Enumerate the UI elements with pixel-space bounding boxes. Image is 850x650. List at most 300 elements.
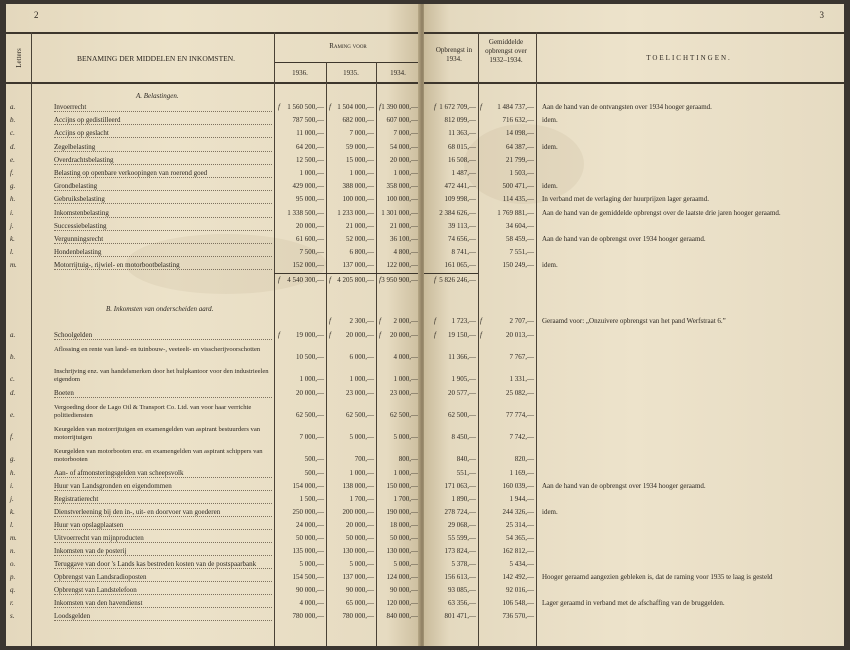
a-right-row-5 <box>424 168 844 180</box>
row-letter: j. <box>10 221 14 230</box>
leader-dots <box>54 203 272 204</box>
a-right-row-3 <box>424 142 844 154</box>
currency-mark: f <box>480 331 482 339</box>
currency-mark: f <box>434 275 436 284</box>
currency-mark: f <box>379 103 381 111</box>
currency-mark: f <box>434 317 436 325</box>
yield-1934: 62 500,— <box>448 411 476 419</box>
value-1935: 1 233 000,— <box>337 208 374 217</box>
currency-mark: f <box>480 103 482 111</box>
row-note: idem. <box>542 142 558 151</box>
average-yield: 1 503,— <box>509 169 534 177</box>
value-1934: 5 000,— <box>393 433 418 441</box>
average-yield: 736 570,— <box>502 612 534 620</box>
average-yield: 34 604,— <box>506 221 534 230</box>
value-1936: 780 000,— <box>292 612 324 620</box>
value-1934: 50 000,— <box>390 534 418 542</box>
row-description: Inkomstenbelasting <box>54 208 109 217</box>
total-1935: 4 205 800,— <box>337 275 374 284</box>
a-right-row-7 <box>424 194 844 206</box>
value-1936: 62 500,— <box>296 411 324 419</box>
average-yield: 500 471,— <box>502 182 534 191</box>
yield-1934: 16 508,— <box>448 155 476 164</box>
value-1936: 1 338 500,— <box>287 208 324 217</box>
currency-mark: f <box>379 331 381 339</box>
row-letter: f. <box>10 433 14 441</box>
row-note: Aan de hand van de opbrengst over 1934 hooger geraamd. <box>542 482 706 490</box>
value-1936: 1 000,— <box>299 169 324 177</box>
value-1935: 1 000,— <box>349 375 374 383</box>
yield-1934: 156 613,— <box>444 573 476 581</box>
value-1934: 4 800,— <box>393 248 418 257</box>
value-1936: 4 000,— <box>299 599 324 607</box>
value-1935: 59 000,— <box>346 142 374 151</box>
b-right-row-16 <box>424 572 844 584</box>
b-right-row-10 <box>424 494 844 506</box>
value-1935: 65 000,— <box>346 599 374 607</box>
totals-a-right-row <box>424 275 844 287</box>
b-right-row-9 <box>424 481 844 493</box>
row-description: Schoolgelden <box>54 331 93 339</box>
value-1934: 20 000,— <box>390 331 418 339</box>
total-1934: 3 950 900,— <box>381 275 418 284</box>
value-1934: 840 000,— <box>386 612 418 620</box>
value-1935: 1 700,— <box>349 495 374 503</box>
value-1935: 1 504 000,— <box>337 103 374 111</box>
leader-dots <box>54 620 272 621</box>
average-yield: 25 314,— <box>506 521 534 529</box>
row-letter: g. <box>10 182 16 191</box>
section-a-title: A. Belastingen. <box>136 92 179 100</box>
leader-dots <box>54 243 272 244</box>
row-letter: m. <box>10 261 17 270</box>
b-row-15 <box>6 559 420 571</box>
section-b-title: B. Inkomsten van onderscheiden aard. <box>106 305 214 313</box>
row-note: Geraamd voor: „Onzuivere opbrengst van het pand Werfstraat 6.” <box>542 317 726 325</box>
b-right-row-4 <box>424 388 844 400</box>
yield-1934: 812 099,— <box>444 116 476 125</box>
value-1934: 23 000,— <box>390 389 418 397</box>
value-1936: 90 000,— <box>296 586 324 594</box>
total-yield: 5 826 246,— <box>439 275 476 284</box>
value-1934: 130 000,— <box>386 547 418 555</box>
value-1935: 52 000,— <box>346 235 374 243</box>
row-letter: c. <box>10 375 15 383</box>
value-1934: 1 390 000,— <box>381 103 418 111</box>
b-right-row-19 <box>424 611 844 623</box>
average-yield: 1 169,— <box>509 469 534 477</box>
leader-dots <box>54 503 272 504</box>
yield-1934: 29 068,— <box>448 521 476 529</box>
value-1934: 4 000,— <box>393 353 418 361</box>
value-1935: 50 000,— <box>346 534 374 542</box>
row-description: Accijns op geslacht <box>54 129 109 138</box>
value-1934: 2 000,— <box>393 317 418 325</box>
row-description: Dienstverleening bij den in-, uit- en doorvoer van goederen <box>54 508 221 516</box>
leader-dots <box>54 111 272 112</box>
value-1936: 5 000,— <box>299 560 324 568</box>
yield-1934: 472 441,— <box>444 182 476 191</box>
value-1936: 20 000,— <box>296 221 324 230</box>
currency-mark: f <box>434 331 436 339</box>
header-top-rule <box>6 32 420 34</box>
b-right-row-5 <box>424 410 844 422</box>
average-yield: 162 812,— <box>502 547 534 555</box>
row-letter: i. <box>10 482 14 490</box>
value-1936: 1 560 500,— <box>287 103 324 111</box>
average-yield: 142 492,— <box>502 573 534 581</box>
leader-dots <box>54 581 272 582</box>
value-1934: 1 301 000,— <box>381 208 418 217</box>
value-1936: 50 000,— <box>296 534 324 542</box>
b-right-row-14 <box>424 546 844 558</box>
currency-mark: f <box>329 331 331 339</box>
row-letter: q. <box>10 586 16 594</box>
a-right-row-6 <box>424 181 844 193</box>
value-1934: 122 000,— <box>386 261 418 270</box>
total-rule <box>424 273 478 274</box>
yield-1934: 171 063,— <box>444 482 476 490</box>
row-description: Teruggave van door 's Lands kas bestreden kosten van de postspaarbank <box>54 560 257 568</box>
leader-dots <box>54 397 272 398</box>
average-yield: 7 767,— <box>509 353 534 361</box>
right-page-number: 3 <box>819 10 824 20</box>
row-note: Hooger geraamd aangezien gebleken is, dat de raming voor 1935 te laag is gesteld <box>542 573 773 581</box>
row-note: idem. <box>542 116 558 125</box>
a-row-6 <box>6 181 420 193</box>
row-description: Huur van opslagplaatsen <box>54 521 124 529</box>
yield-1934: 1 672 709,— <box>439 103 476 111</box>
value-1936: 135 000,— <box>292 547 324 555</box>
value-1935: 137 000,— <box>342 573 374 581</box>
value-1936: 154 500,— <box>292 573 324 581</box>
currency-mark: f <box>329 317 331 325</box>
average-yield: 820,— <box>514 455 534 463</box>
left-page-number: 2 <box>34 10 39 20</box>
currency-mark: f <box>379 317 381 325</box>
value-1936: 11 000,— <box>296 129 324 138</box>
row-description: Zegelbelasting <box>54 142 96 151</box>
ledger-book <box>6 4 844 646</box>
row-description: Inkomsten van den havendienst <box>54 599 143 607</box>
yield-1934: 55 599,— <box>448 534 476 542</box>
a-row-8 <box>6 208 420 220</box>
a-row-10 <box>6 234 420 246</box>
average-yield-header: Gemiddelde opbrengst over 1932–1934. <box>485 38 527 64</box>
leader-dots <box>54 256 272 257</box>
row-note: idem. <box>542 182 558 191</box>
b-right-row-8 <box>424 468 844 480</box>
a-right-row-9 <box>424 221 844 233</box>
average-yield: 14 098,— <box>506 129 534 138</box>
b-row-16 <box>6 572 420 584</box>
yield-1934: 8 450,— <box>451 433 476 441</box>
currency-mark: f <box>278 331 280 339</box>
leader-dots <box>54 269 272 270</box>
value-1935: 23 000,— <box>346 389 374 397</box>
year-1934-header: 1934. <box>390 69 406 77</box>
value-1934: 190 000,— <box>386 508 418 516</box>
yield-1934: 551,— <box>456 469 476 477</box>
average-yield: 21 799,— <box>506 155 534 164</box>
average-yield: 1 331,— <box>509 375 534 383</box>
value-1935: 20 000,— <box>346 521 374 529</box>
row-letter: n. <box>10 547 16 555</box>
value-1936: 7 000,— <box>299 433 324 441</box>
a-row-4 <box>6 155 420 167</box>
totals-a-row <box>6 275 420 287</box>
row-letter: l. <box>10 521 14 529</box>
a-row-7 <box>6 194 420 206</box>
b-row-8 <box>6 468 420 480</box>
value-1934: 18 000,— <box>390 521 418 529</box>
a-row-2 <box>6 128 420 140</box>
average-yield: 58 459,— <box>506 235 534 243</box>
yield-1934: 5 378,— <box>451 560 476 568</box>
value-1935: 20 000,— <box>346 331 374 339</box>
row-description: Inkomsten van de posterij <box>54 547 127 555</box>
average-yield: 54 365,— <box>506 534 534 542</box>
row-description: Hondenbelasting <box>54 248 102 257</box>
leader-dots <box>54 217 272 218</box>
value-1935: 682 000,— <box>342 116 374 125</box>
row-note: Aan de hand van de ontvangsten over 1934 hooger geraamd. <box>542 103 712 111</box>
b-right-row-15 <box>424 559 844 571</box>
row-description: Invoerrecht <box>54 103 87 111</box>
yield-1934: 173 824,— <box>444 547 476 555</box>
value-1934: 100 000,— <box>386 195 418 204</box>
row-description: Belasting op openbare verkoopingen van roerend goed <box>54 169 208 177</box>
a-right-row-11 <box>424 247 844 259</box>
value-1935: 7 000,— <box>349 129 374 138</box>
a-row-11 <box>6 247 420 259</box>
average-yield: 77 774,— <box>506 411 534 419</box>
leader-dots <box>54 607 272 608</box>
row-note: In verband met de verlaging der huurprijzen lager geraamd. <box>542 195 709 204</box>
row-description: Boeten <box>54 389 74 397</box>
average-yield: 114 435,— <box>502 195 534 204</box>
b-row-19 <box>6 611 420 623</box>
average-yield: 5 434,— <box>509 560 534 568</box>
value-1935: 1 000,— <box>349 469 374 477</box>
row-note: Lager geraamd in verband met de afschaffing van de bruggelden. <box>542 599 725 607</box>
leader-dots <box>54 339 272 340</box>
yield-1934: 840,— <box>456 455 476 463</box>
row-letter: a. <box>10 103 16 111</box>
average-yield: 160 039,— <box>502 482 534 490</box>
value-1934: 7 000,— <box>393 129 418 138</box>
row-letter: p. <box>10 573 16 581</box>
row-description: Opbrengst van Landsradioposten <box>54 573 147 581</box>
row-note: idem. <box>542 508 558 516</box>
average-yield: 1 769 881,— <box>497 208 534 217</box>
value-1935: 5 000,— <box>349 560 374 568</box>
yield-1934: 1 905,— <box>451 375 476 383</box>
value-1936: 500,— <box>304 455 324 463</box>
row-description: Vergoeding door de Lago Oil & Transport Co. Ltd. van voor haar verrichte politiediensten <box>54 404 252 419</box>
average-yield: 7 551,— <box>509 248 534 257</box>
notes-header: TOELICHTINGEN. <box>646 54 732 62</box>
average-yield: 7 742,— <box>509 433 534 441</box>
yield-1934: 11 366,— <box>448 353 476 361</box>
value-1934: 1 000,— <box>393 375 418 383</box>
b-row-12 <box>6 520 420 532</box>
b-right-row-2 <box>424 352 844 364</box>
row-letter: b. <box>10 116 16 125</box>
b-right-row-1 <box>424 330 844 342</box>
leader-dots <box>54 477 272 478</box>
value-1936: 152 000,— <box>292 261 324 270</box>
a-right-row-8 <box>424 208 844 220</box>
b-row-7 <box>6 448 420 466</box>
value-1936: 250 000,— <box>292 508 324 516</box>
a-right-row-4 <box>424 155 844 167</box>
b-right-row-3 <box>424 374 844 386</box>
row-letter: b. <box>10 353 16 361</box>
b-right-row-12 <box>424 520 844 532</box>
row-letter: f. <box>10 169 14 177</box>
value-1934: 358 000,— <box>386 182 418 191</box>
yield-1934: 68 015,— <box>448 142 476 151</box>
leader-dots <box>54 568 272 569</box>
a-row-12 <box>6 260 420 272</box>
average-yield: 106 548,— <box>502 599 534 607</box>
yield-1934: 109 998,— <box>444 195 476 204</box>
value-1935: 21 000,— <box>346 221 374 230</box>
row-letter: g. <box>10 455 16 463</box>
leader-dots <box>54 137 272 138</box>
yield-1934: 8 741,— <box>451 248 476 257</box>
row-description: Overdrachtsbelasting <box>54 155 114 164</box>
row-letter: a. <box>10 331 16 339</box>
leader-dots <box>54 542 272 543</box>
b-row-3 <box>6 368 420 386</box>
yield-1934: 1 890,— <box>451 495 476 503</box>
letters-header: Letters <box>15 48 23 68</box>
value-1936: 95 000,— <box>296 195 324 204</box>
row-letter: s. <box>10 612 15 620</box>
leader-dots <box>54 151 272 152</box>
average-yield: 244 326,— <box>502 508 534 516</box>
a-right-row-2 <box>424 128 844 140</box>
value-1934: 62 500,— <box>390 411 418 419</box>
a-row-3 <box>6 142 420 154</box>
yield-1934: 20 577,— <box>448 389 476 397</box>
average-yield: 92 016,— <box>506 586 534 594</box>
yield-1934: 1 487,— <box>451 169 476 177</box>
value-1936: 500,— <box>304 469 324 477</box>
value-1934: 607 000,— <box>386 116 418 125</box>
b-row-2 <box>6 346 420 364</box>
value-1935: 6 800,— <box>349 248 374 257</box>
year-1936-header: 1936. <box>292 69 308 77</box>
average-yield: 1 484 737,— <box>497 103 534 111</box>
row-letter: m. <box>10 534 17 542</box>
b-right-row-11 <box>424 507 844 519</box>
value-1935: 62 500,— <box>346 411 374 419</box>
row-letter: l. <box>10 248 14 257</box>
value-1934: 150 000,— <box>386 482 418 490</box>
value-1934: 800,— <box>398 455 418 463</box>
leader-dots <box>54 124 272 125</box>
leader-dots <box>54 490 272 491</box>
b-row-1 <box>6 330 420 342</box>
value-1936: 10 500,— <box>296 353 324 361</box>
yield-1934: 801 471,— <box>444 612 476 620</box>
leader-dots <box>54 230 272 231</box>
row-letter: c. <box>10 129 15 138</box>
b-row-13 <box>6 533 420 545</box>
row-note: idem. <box>542 261 558 270</box>
estimate-header: Raming voor <box>329 42 367 50</box>
yield-1934: 161 065,— <box>444 261 476 270</box>
row-description: Registratierecht <box>54 495 99 503</box>
yield-1934: 278 724,— <box>444 508 476 516</box>
yield-1934: 63 356,— <box>448 599 476 607</box>
value-1935: 5 000,— <box>349 433 374 441</box>
currency-mark: f <box>329 103 331 111</box>
leader-dots <box>54 177 272 178</box>
value-1936: 7 500,— <box>299 248 324 257</box>
leader-dots <box>54 594 272 595</box>
b-right-row-17 <box>424 585 844 597</box>
value-1934: 1 700,— <box>393 495 418 503</box>
row-description: Accijns op gedistilleerd <box>54 116 121 125</box>
value-1936: 19 000,— <box>296 331 324 339</box>
value-1934: 124 000,— <box>386 573 418 581</box>
b-right-row-6 <box>424 432 844 444</box>
year-1935-header: 1935. <box>343 69 359 77</box>
row-description: Vergunningsrecht <box>54 235 104 243</box>
yield-1934-header: Opbrengst in 1934. <box>435 46 473 63</box>
row-description: Inschrijving enz. van handelsmerken door het hulpkantoor voor den industrieelen eigendom <box>54 368 269 383</box>
yield-1934: 11 363,— <box>448 129 476 138</box>
row-description: Huur van Landsgronden en eigendommen <box>54 482 172 490</box>
currency-mark: f <box>434 103 436 111</box>
value-1935: 200 000,— <box>342 508 374 516</box>
header-bottom-rule <box>6 82 420 84</box>
row-description: Aflossing en rente van land- en tuinbouw-, veeteelt- en visscherijvoorschotten <box>54 346 261 353</box>
row-letter: h. <box>10 469 16 477</box>
value-1936: 24 000,— <box>296 521 324 529</box>
average-yield: 2 707,— <box>509 317 534 325</box>
value-1936: 12 500,— <box>296 155 324 164</box>
value-1934: 5 000,— <box>393 560 418 568</box>
leader-dots <box>54 516 272 517</box>
total-1936: 4 540 300,— <box>287 275 324 284</box>
value-1934: 21 000,— <box>390 221 418 230</box>
average-yield: 25 082,— <box>506 389 534 397</box>
value-1934: 120 000,— <box>386 599 418 607</box>
row-letter: k. <box>10 235 15 243</box>
a-row-9 <box>6 221 420 233</box>
b-right-row-18 <box>424 598 844 610</box>
value-1936: 61 600,— <box>296 235 324 243</box>
value-1934: 1 000,— <box>393 169 418 177</box>
b-right-row-13 <box>424 533 844 545</box>
row-description: Aan- of afmonsteringsgelden van scheepsvolk <box>54 469 184 477</box>
yield-1934: 39 113,— <box>448 221 476 230</box>
row-description: Gebruiksbelasting <box>54 195 105 204</box>
leader-dots <box>54 190 272 191</box>
value-1935: 138 000,— <box>342 482 374 490</box>
row-letter: d. <box>10 389 16 397</box>
row-note: Aan de hand van de gemiddelde opbrengst over de laatste drie jaren hooger geraamd. <box>542 208 781 217</box>
b-row-10 <box>6 494 420 506</box>
row-letter: r. <box>10 599 14 607</box>
row-description: Successiebelasting <box>54 221 107 230</box>
value-1935: 6 000,— <box>349 353 374 361</box>
